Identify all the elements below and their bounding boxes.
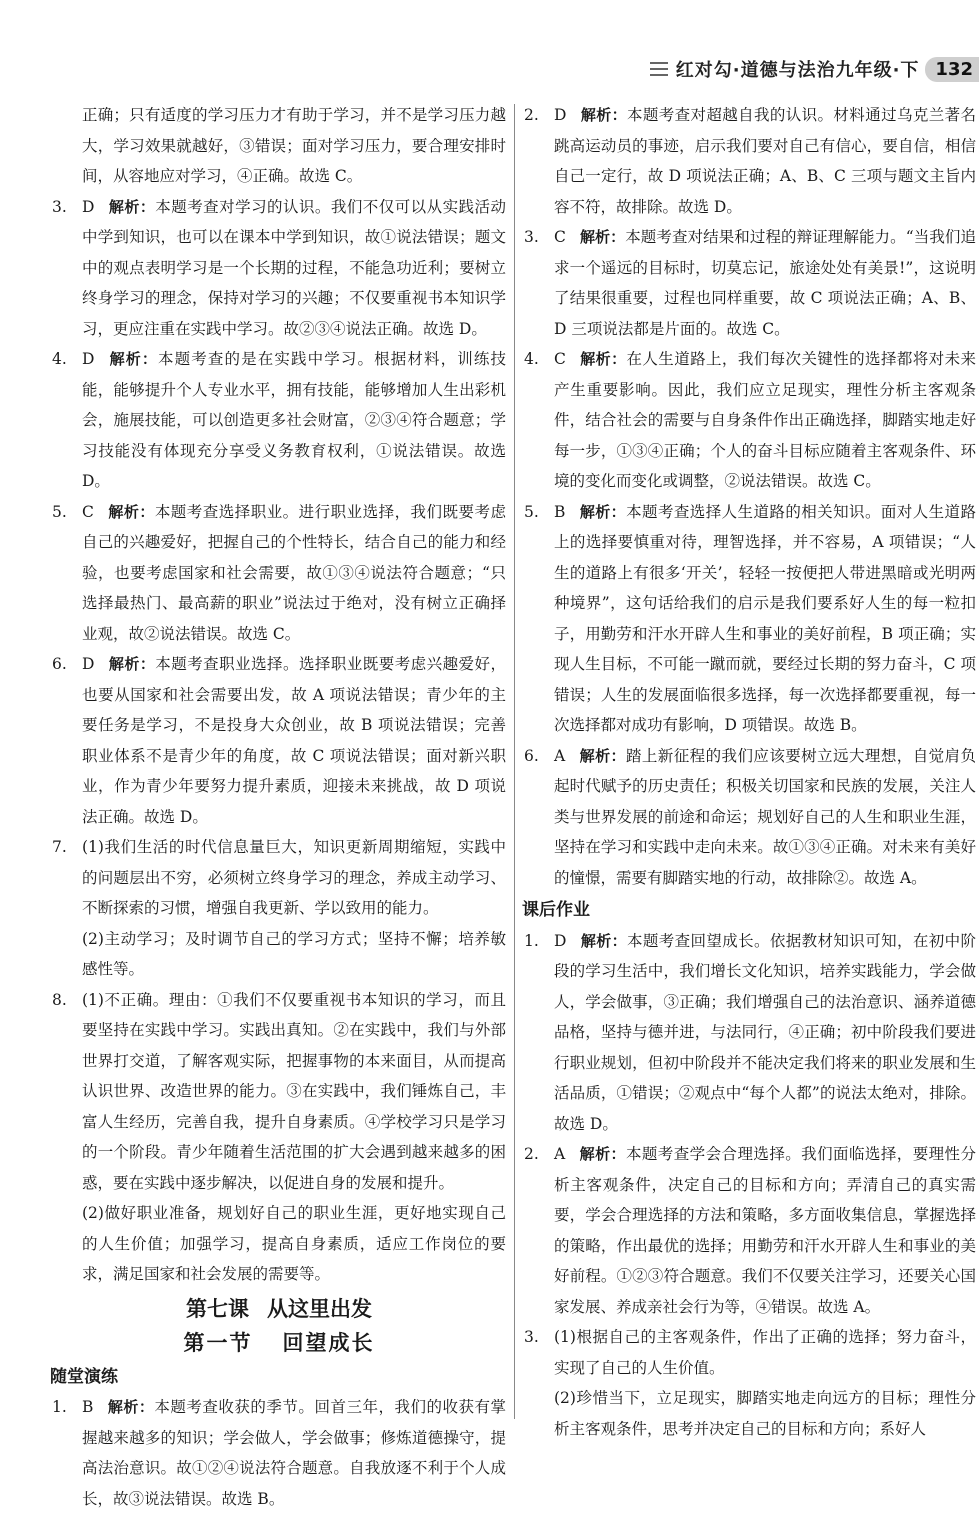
answer-item <box>524 344 976 497</box>
page-header <box>650 54 979 84</box>
answer-text: 本题考查选择职业。进行职业选择，我们既要考虑自己的兴趣爱好，把握自己的个性特长，结合自己的能力和经验，也要考虑国家和社会需要，故①③④说法符合题意；“只选择最热门、最高薪的职业”说法过于绝对，没有树立正确择业观，故②说法错误。故选 C。 <box>82 502 506 643</box>
lesson-title <box>52 1292 506 1326</box>
answer-text: 本题考查的是在实践中学习。根据材料，训练技能，能够提升个人专业水平，拥有技能，能够增加人生出彩机会，施展技能，可以创造更多社会财富，②③④符合题意；学习技能没有体现充分享受义务教育权利，①说法错误。故选 D。 <box>82 350 506 490</box>
analysis-label: 解析： <box>107 1398 155 1416</box>
left-column <box>52 100 506 1514</box>
header-decoration <box>650 62 668 76</box>
answer-text: 踏上新征程的我们应该要树立远大理想，自觉肩负起时代赋予的历史责任；积极关切国家和民族的发展，关注人类与世界发展的前途和命运；规划好自己的人生和职业生涯，坚持在学习和实践中走向未来。故①③④正确。对未来有美好的憧憬，需要有脚踏实地的行动，故排除②。故选 A。 <box>554 746 976 887</box>
answer-letter: D <box>82 197 95 216</box>
analysis-label: 解析： <box>108 655 156 673</box>
answer-letter: C <box>554 228 566 246</box>
analysis-label: 解析： <box>579 228 626 246</box>
answer-letter: D <box>82 350 95 368</box>
answer-item <box>52 1392 506 1514</box>
answer-item <box>52 192 506 345</box>
answer-item <box>524 222 976 344</box>
item-number: 3. <box>524 1328 539 1346</box>
answer-item <box>52 832 506 924</box>
answer-text: 本题考查选择人生道路的相关知识。面对人生道路上的选择要慎重对待，理智选择，并不容易，A 项错误；“人生的道路上有很多‘开关’，轻轻一按便把人带进黑暗或光明两种境界”，这句话给我们的启示是我们要系好人生的每一粒扣子，用勤劳和汗水开辟人生和事业的美好前程，B 项正确；实现人生目标，不可能一蹴而就，要经过长期的努力奋斗，C 项错误；人生的发展面临很多选择，每一次选择都要重视，每一次选择都对成功有影响，D 项错误。故选 B。 <box>554 502 976 734</box>
answer-item <box>524 926 976 1140</box>
item-number: 2. <box>524 1145 539 1163</box>
item-number: 2. <box>524 106 539 124</box>
analysis-label: 解析： <box>580 931 627 950</box>
analysis-label: 解析： <box>107 502 155 521</box>
answer-letter: D <box>554 106 567 124</box>
answer-item <box>524 100 976 222</box>
analysis-label: 解析： <box>579 350 627 368</box>
continued-answer: 正确；只有适度的学习压力才有助于学习，并不是学习压力越大，学习效果就越好，③错误；面对学习压力，要合理安排时间，从容地应对学习，④正确。故选 C。 <box>82 106 506 185</box>
item-number: 4. <box>52 350 67 368</box>
answer-text: 本题考查对学习的认识。我们不仅可以从实践活动中学到知识，也可以在课本中学到知识，故①说法错误；题文中的观点表明学习是一个长期的过程，不能急功近利；要树立终身学习的理念，保持对学习的兴趣；不仅要重视书本知识学习，更应注重在实践中学习。故②③④说法正确。故选 D。 <box>82 197 506 338</box>
answer-letter: B <box>82 1398 94 1416</box>
analysis-label: 解析： <box>108 197 156 216</box>
analysis-label: 解析： <box>579 1145 626 1163</box>
section-title <box>52 1326 506 1360</box>
answer-item <box>524 1322 976 1383</box>
answer-item <box>52 344 506 497</box>
answer-subpart: (2)做好职业准备，规划好自己的职业生涯，更好地实现自己的人生价值；加强学习，提高自身素质，适应工作岗位的要求，满足国家和社会发展的需要等。 <box>82 1204 506 1283</box>
answer-subpart: (2)主动学习；及时调节自己的学习方式；坚持不懈；培养敏感性等。 <box>82 929 506 978</box>
answer-letter: C <box>82 502 94 521</box>
answer-letter: A <box>554 1145 566 1163</box>
answer-text: 本题考查回望成长。依据教材知识可知，在初中阶段的学习生活中，我们增长文化知识，培养实践能力，学会做人，学会做事，③正确；我们增强自己的法治意识、涵养道德品格，坚持与德并进，与法同行，④正确；初中阶段我们要进行职业规划，但初中阶段并不能决定我们将来的职业发展和生活品质，①错误；②观点中“每个人都”的说法太绝对，排除。故选 D。 <box>554 931 976 1133</box>
lesson-name: 从这里出发 <box>267 1296 372 1321</box>
answer-item <box>52 497 506 650</box>
analysis-label: 解析： <box>579 746 626 765</box>
answer-text: (1)根据自己的主客观条件，作出了正确的选择；努力奋斗，实现了自己的人生价值。 <box>554 1328 976 1377</box>
item-number: 1. <box>52 1398 67 1416</box>
answer-item <box>524 1139 976 1322</box>
answer-text: 本题考查对结果和过程的辩证理解能力。“当我们追求一个遥远的目标时，切莫忘记，旅途处处有美景!”，这说明了结果很重要，过程也同样重要，故 C 项说法正确；A、B、D 三项说法都是片面的。故选 C。 <box>554 228 976 338</box>
analysis-label: 解析： <box>579 502 627 521</box>
homework-heading: 课后作业 <box>522 900 590 920</box>
analysis-label: 解析： <box>580 106 627 124</box>
answer-text: 本题考查学会合理选择。我们面临选择，要理性分析主客观条件，决定自己的目标和方向；弄清自己的真实需要，学会合理选择的方法和策略，多方面收集信息，掌握选择的策略，作出最优的选择；用勤劳和汗水开辟人生和事业的美好前程。①②③符合题意。我们不仅要关注学习，还要关心国家发展、养成亲社会行为等，④错误。故选 A。 <box>554 1145 976 1316</box>
item-number: 6. <box>52 655 67 673</box>
item-number: 8. <box>52 990 67 1009</box>
answer-item <box>524 497 976 741</box>
section-number: 第一节 <box>183 1329 253 1355</box>
lesson-number: 第七课 <box>186 1296 249 1321</box>
item-number: 5. <box>52 502 67 521</box>
answer-letter: C <box>554 350 566 368</box>
practice-heading: 随堂演练 <box>50 1366 118 1387</box>
answer-text: (1)不正确。理由：①我们不仅要重视书本知识的学习，而且要坚持在实践中学习。实践出真知。②在实践中，我们与外部世界打交道，了解客观实际，把握事物的本来面目，从而提高认识世界、改造世界的能力。③在实践中，我们锤炼自己，丰富人生经历，完善自我，提升自身素质。④学校学习只是学习的一个阶段。青少年随着生活范围的扩大会遇到越来越多的困惑，要在实践中逐步解决，以促进自身的发展和提升。 <box>82 990 506 1192</box>
item-number: 3. <box>52 197 67 216</box>
column-divider <box>514 104 515 1419</box>
answer-letter: D <box>554 931 567 950</box>
answer-letter: D <box>82 655 95 673</box>
analysis-label: 解析： <box>108 350 158 368</box>
header-title: ·道德与法治九年级·下 <box>732 60 920 81</box>
page-number: 132 <box>925 57 979 82</box>
answer-subpart: (2)珍惜当下，立足现实，脚踏实地走向远方的目标；理性分析主客观条件，思考并决定自己的目标和方向；系好人 <box>554 1389 976 1438</box>
item-number: 5. <box>524 502 539 521</box>
answer-item <box>52 985 506 1199</box>
item-number: 7. <box>52 838 67 856</box>
answer-text: (1)我们生活的时代信息量巨大，知识更新周期缩短，实践中的问题层出不穷，必须树立终身学习的理念，养成主动学习、不断探索的习惯，增强自我更新、学以致用的能力。 <box>82 838 506 917</box>
answer-item <box>52 649 506 832</box>
right-column <box>524 100 976 1444</box>
answer-text: 本题考查收获的季节。回首三年，我们的收获有掌握越来越多的知识；学会做人，学会做事；修炼道德操守，提高法治意识。故①②④说法符合题意。自我放逐不利于个人成长，故③说法错误。故选 B。 <box>82 1398 506 1508</box>
answer-item <box>524 741 976 894</box>
section-name: 回望成长 <box>282 1329 375 1355</box>
answer-letter: A <box>554 746 566 765</box>
item-number: 1. <box>524 931 539 950</box>
item-number: 6. <box>524 746 539 765</box>
answer-text: 本题考查职业选择。选择职业既要考虑兴趣爱好，也要从国家和社会需要出发，故 A 项说法错误；青少年的主要任务是学习，不是投身大众创业，故 B 项说法错误；完善职业体系不是青少年的角度，故 C 项说法错误；面对新兴职业，作为青少年要努力提升素质，迎接未来挑战，故 D 项说法正确。故选 D。 <box>82 655 506 826</box>
answer-letter: B <box>554 502 566 521</box>
answer-text: 本题考查对超越自我的认识。材料通过乌克兰著名跳高运动员的事迹，启示我们要对自己有信心，要自信，相信自己一定行，故 D 项说法正确；A、B、C 三项与题文主旨内容不符，故排除。故选 D。 <box>554 106 976 216</box>
answer-text: 在人生道路上，我们每次关键性的选择都将对未来产生重要影响。因此，我们应立足现实，理性分析主客观条件，结合社会的需要与自身条件作出正确选择，脚踏实地走好每一步，①③④正确；个人的奋斗目标应随着主客观条件、环境的变化而变化或调整，②说法错误。故选 C。 <box>554 350 976 490</box>
item-number: 3. <box>524 228 539 246</box>
item-number: 4. <box>524 350 539 368</box>
header-brand: 红对勾 <box>675 60 733 81</box>
